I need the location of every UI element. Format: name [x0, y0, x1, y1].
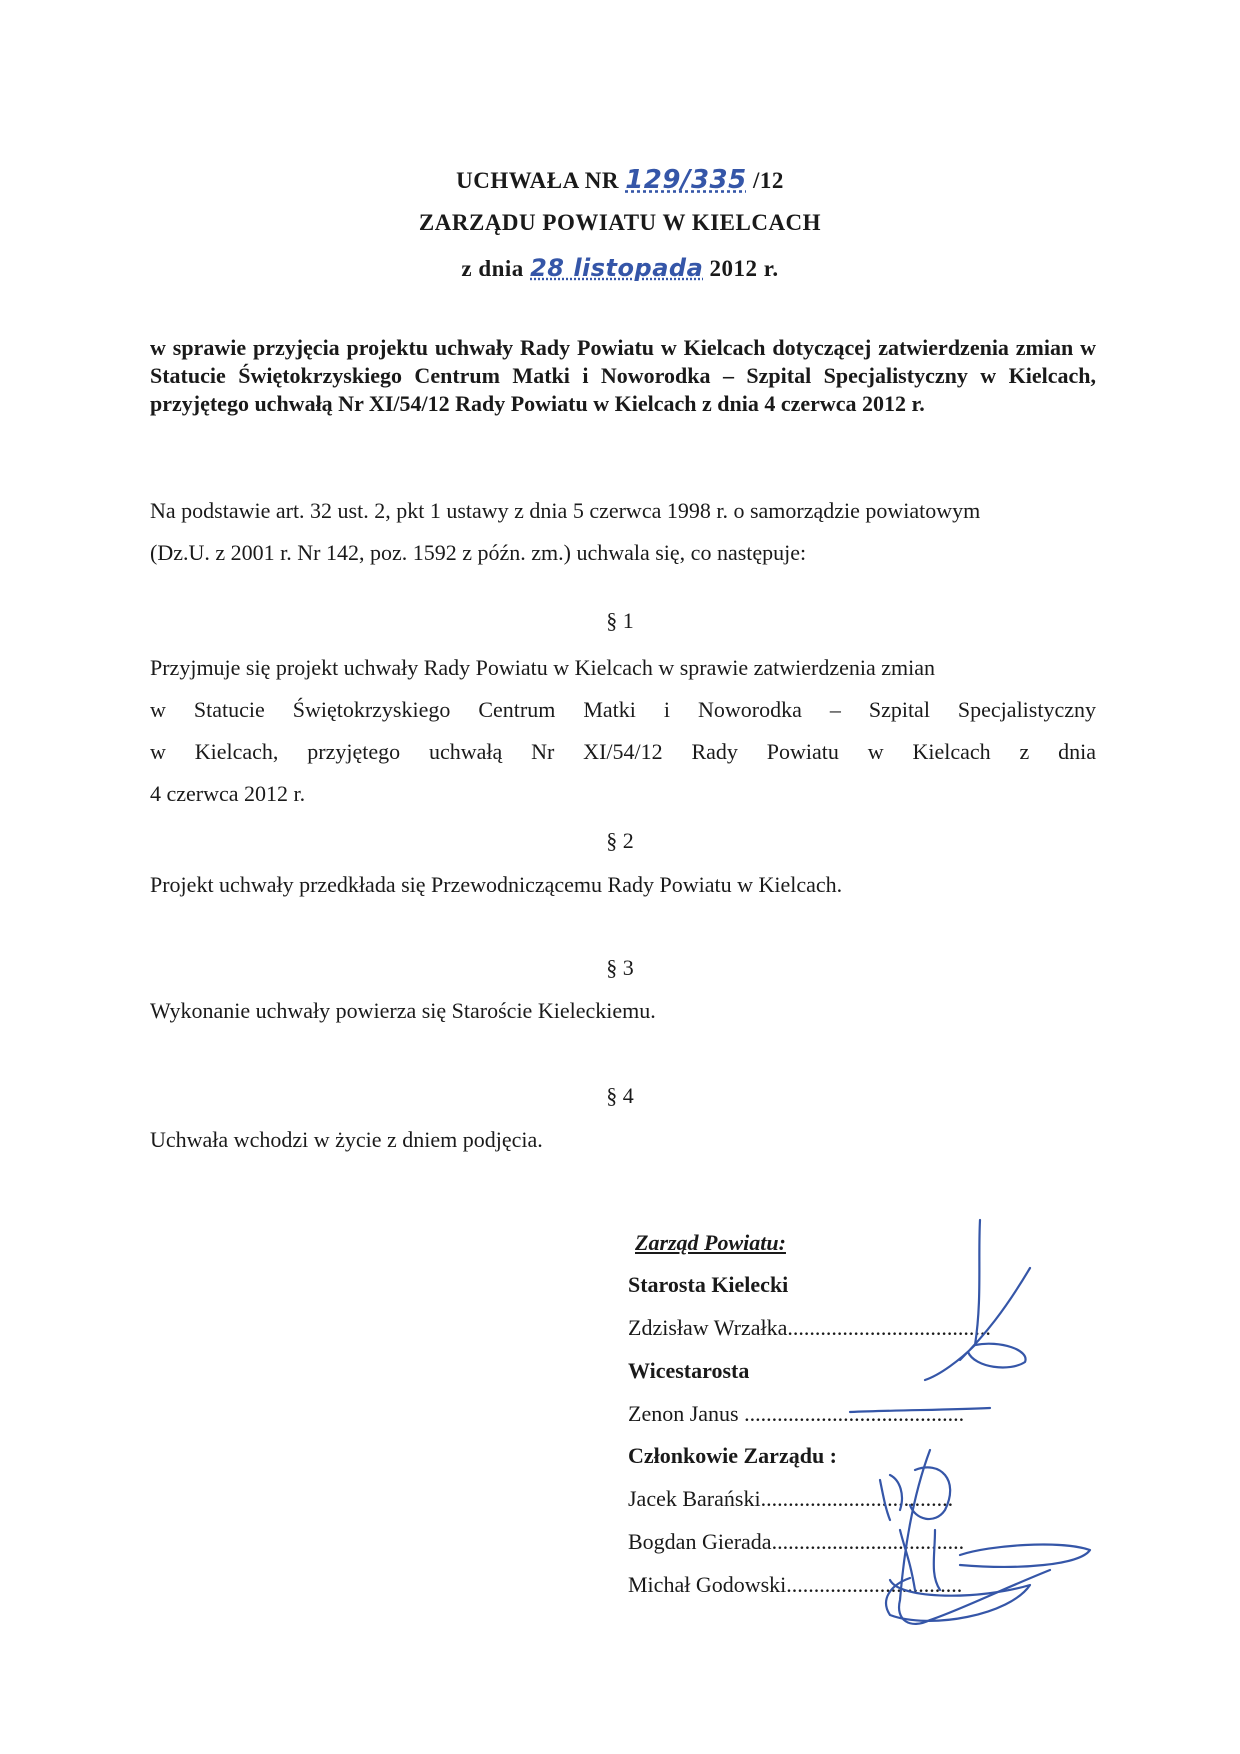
- resolution-number-handwritten: 129/335: [625, 165, 747, 195]
- vice-title: Wicestarosta: [628, 1358, 750, 1383]
- member-dots: ...................................: [760, 1486, 954, 1511]
- date-suffix: 2012 r.: [709, 256, 779, 281]
- members-title: Członkowie Zarządu :: [628, 1443, 837, 1468]
- section-4-line-1: Uchwała wchodzi w życie z dniem podjęcia.: [150, 1127, 543, 1152]
- vice-line: [628, 1401, 964, 1427]
- vice-name: Zenon Janus: [628, 1401, 739, 1426]
- section-3-line-1: Wykonanie uchwały powierza się Staroście Kieleckiemu.: [150, 998, 656, 1023]
- member-name: Jacek Barański: [628, 1486, 761, 1511]
- date-prefix: z dnia: [461, 256, 524, 281]
- section-4-symbol: § 4: [606, 1083, 634, 1108]
- section-2-symbol: § 2: [606, 828, 634, 853]
- title-suffix: /12: [752, 168, 784, 193]
- member-dots: ...................................: [771, 1529, 965, 1554]
- member-dots: ................................: [786, 1572, 963, 1597]
- section-2-line-1: Projekt uchwały przedkłada się Przewodniczącemu Rady Powiatu w Kielcach.: [150, 872, 843, 897]
- member-line-2: [628, 1529, 964, 1555]
- member-line-3: [628, 1572, 962, 1598]
- starosta-line: [628, 1315, 991, 1341]
- member-name: Bogdan Gierada: [628, 1529, 772, 1554]
- legal-basis-line-2: (Dz.U. z 2001 r. Nr 142, poz. 1592 z późn. zm.) uchwala się, co następuje:: [150, 540, 807, 565]
- starosta-name: Zdzisław Wrzałka: [628, 1315, 788, 1340]
- section-1-line-3: w Kielcach, przyjętego uchwałą Nr XI/54/12 Rady Powiatu w Kielcach z dnia: [150, 739, 1096, 764]
- resolution-subject: w sprawie przyjęcia projektu uchwały Rady Powiatu w Kielcach dotyczącej zatwierdzenia zmian w Statucie Świętokrzyskiego Centrum Matki i Noworodka – Szpital Specjalistyczny w Kielcach, przyjętego uchwałą Nr XI/54/12 Rady Powiatu w Kielcach z dnia 4 czerwca 2012 r.: [150, 335, 1096, 416]
- starosta-dots: .....................................: [787, 1315, 991, 1340]
- board-name: ZARZĄDU POWIATU W KIELCACH: [418, 210, 822, 235]
- section-1-line-2: w Statucie Świętokrzyskiego Centrum Matki i Noworodka – Szpital Specjalistyczny: [150, 697, 1096, 722]
- section-1-symbol: § 1: [606, 608, 634, 633]
- starosta-title: Starosta Kielecki: [628, 1272, 789, 1297]
- date-handwritten: 28 listopada: [530, 254, 704, 282]
- title-prefix: UCHWAŁA NR: [456, 168, 619, 193]
- member-line-1: [628, 1486, 953, 1512]
- member-name: Michał Godowski: [628, 1572, 787, 1597]
- signature-heading: Zarząd Powiatu:: [635, 1230, 786, 1255]
- vice-dots: ........................................: [744, 1401, 965, 1426]
- signature-starosta: [925, 1220, 1030, 1380]
- section-1-line-4: 4 czerwca 2012 r.: [150, 781, 306, 806]
- section-1-line-1: Przyjmuje się projekt uchwały Rady Powiatu w Kielcach w sprawie zatwierdzenia zmian: [150, 655, 936, 680]
- resolution-title: [0, 165, 1240, 195]
- legal-basis-line-1: Na podstawie art. 32 ust. 2, pkt 1 ustawy z dnia 5 czerwca 1998 r. o samorządzie powiatowym: [150, 498, 981, 523]
- section-3-symbol: § 3: [606, 955, 634, 980]
- resolution-date: [0, 254, 1240, 282]
